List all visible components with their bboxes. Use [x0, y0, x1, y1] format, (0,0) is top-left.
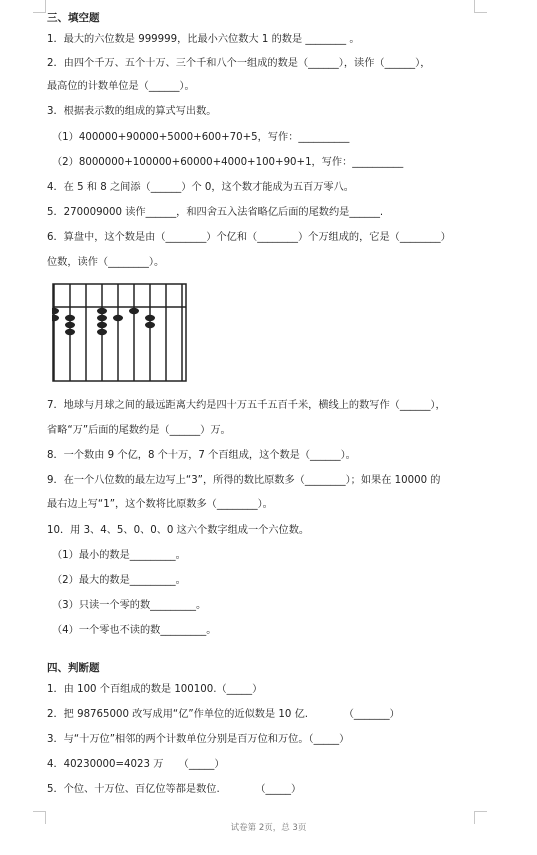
question-7-line-1: 7．地球与月球之间的最远距离大约是四十万五千五百千米，横线上的数写作（______），	[47, 400, 446, 411]
question-4: 4．在 5 和 8 之间添（______）个 0，这个数才能成为五百万零八。	[47, 182, 354, 193]
abacus-bead	[65, 329, 75, 335]
corner-mark-top-right	[474, 0, 487, 13]
judgement-5: 5．个位、十万位、百亿位等都是数位. （_____）	[47, 784, 302, 795]
question-10-part-2: （2）最大的数是_________。	[52, 575, 186, 586]
question-2-line-1: 2．由四个千万、五个十万、三个千和八个一组成的数是（______），读作（______），	[47, 58, 431, 69]
question-6-line-1: 6．算盘中，这个数是由（________）个亿和（________）个万组成的，它是（________）	[47, 232, 451, 243]
question-7-line-2: 省略“万”后面的尾数约是（______）万。	[47, 425, 231, 436]
question-9-line-2: 最右边上写“1”，这个数将比原数多（________）。	[47, 499, 273, 510]
abacus-bead	[97, 322, 107, 328]
question-3-part-1: （1）400000+90000+5000+600+70+5，写作：__________	[52, 132, 350, 143]
question-5: 5．270009000 读作______，和四舍五入法省略亿后面的尾数约是______.	[47, 207, 384, 218]
corner-mark-top-left	[33, 0, 46, 13]
abacus-bead	[97, 315, 107, 321]
judgement-3: 3．与“十万位”相邻的两个计数单位分别是百万位和万位。（_____）	[47, 734, 350, 745]
abacus-bead	[52, 308, 59, 314]
question-1: 1．最大的六位数是 999999，比最小六位数大 1 的数是 ________ 。	[47, 34, 360, 45]
judgement-4: 4．40230000=4023 万 （_____）	[47, 759, 225, 770]
abacus-bead	[52, 315, 59, 321]
abacus-bead	[65, 322, 75, 328]
page-footer: 试卷第 2页，总 3页	[230, 823, 307, 833]
section3-title: 三、填空题	[47, 12, 100, 24]
abacus-bead	[129, 308, 139, 314]
abacus-figure	[52, 283, 188, 383]
question-10-part-3: （3）只读一个零的数_________。	[52, 600, 207, 611]
abacus-bead	[145, 315, 155, 321]
abacus-bead	[113, 315, 123, 321]
question-3-part-2: （2）8000000+100000+60000+4000+100+90+1，写作：__________	[52, 157, 404, 168]
abacus-bead	[97, 308, 107, 314]
abacus-bead	[65, 315, 75, 321]
section4-title: 四、判断题	[47, 662, 100, 674]
judgement-2: 2．把 98765000 改写成用“亿”作单位的近似数是 10 亿. （_______）	[47, 709, 400, 720]
abacus-bead	[97, 329, 107, 335]
judgement-1: 1．由 100 个百组成的数是 100100.（_____）	[47, 684, 263, 695]
question-10-part-1: （1）最小的数是_________。	[52, 550, 186, 561]
question-10-part-4: （4）一个零也不读的数_________。	[52, 625, 217, 636]
question-2-line-2: 最高位的计数单位是（______）。	[47, 81, 195, 92]
question-8: 8．一个数由 9 个亿，8 个十万，7 个百组成，这个数是（______）。	[47, 450, 356, 461]
abacus-bead	[145, 322, 155, 328]
question-10: 10．用 3、4、5、0、0、0 这六个数字组成一个六位数。	[47, 525, 310, 536]
question-3: 3．根据表示数的组成的算式写出数。	[47, 106, 217, 117]
question-9-line-1: 9．在一个八位数的最左边写上“3”，所得的数比原数多（________）；如果在 10000 的	[47, 475, 441, 486]
question-6-line-2: 位数，读作（________）。	[47, 257, 165, 268]
